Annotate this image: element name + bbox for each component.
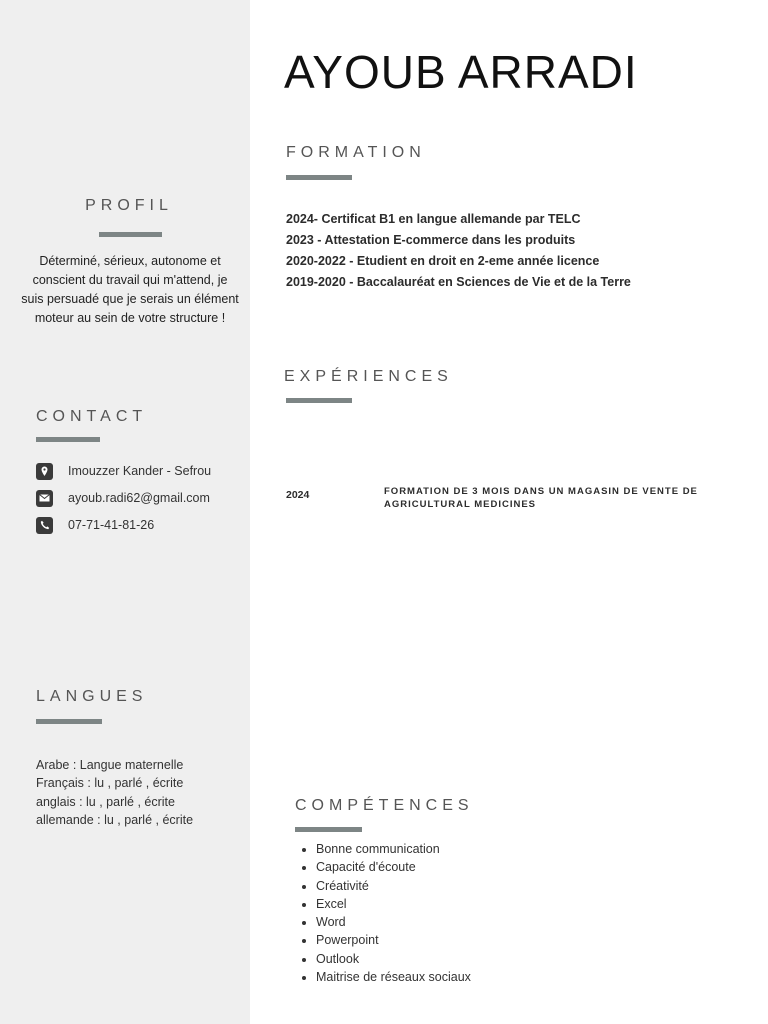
location-icon <box>36 463 53 480</box>
langue-item: allemande : lu , parlé , écrite <box>36 812 194 827</box>
competence-item: • Maitrise de réseaux sociaux <box>316 968 471 986</box>
experience-year: 2024 <box>286 489 310 501</box>
langue-item: anglais : lu , parlé , écrite <box>36 794 175 809</box>
profil-divider <box>99 232 162 237</box>
formation-list <box>286 209 631 293</box>
langue-item: Arabe : Langue maternelle <box>36 758 184 772</box>
formation-item: 2019-2020 - Baccalauréat en Sciences de Vie et de la Terre <box>286 275 631 289</box>
email-icon <box>36 490 53 507</box>
contact-location-text: Imouzzer Kander - Sefrou <box>68 464 212 478</box>
competence-item: • Capacité d'écoute <box>316 858 471 876</box>
candidate-name: AYOUB ARRADI <box>284 46 638 98</box>
contact-email-text[interactable]: ayoub.radi62@gmail.com <box>68 491 210 505</box>
competence-item: • Outlook <box>316 950 471 968</box>
competences-list <box>300 840 471 986</box>
experience-description: FORMATION DE 3 MOIS DANS UN MAGASIN DE VENTE DE AGRICULTURAL MEDICINES <box>384 486 698 510</box>
profil-text: Déterminé, sérieux, autonome et conscient du travail qui m'attend, je suis persuadé que je serais un élément moteur au sein de votre structure ! <box>21 254 239 325</box>
contact-divider <box>36 437 100 442</box>
langues-divider <box>36 719 102 724</box>
formation-item: 2024- Certificat B1 en langue allemande par TELC <box>286 212 581 226</box>
formation-item: 2020-2022 - Etudient en droit en 2-eme année licence <box>286 254 600 268</box>
contact-phone-text: 07-71-41-81-26 <box>68 518 155 532</box>
contact-location <box>36 462 211 480</box>
formation-heading: FORMATION <box>286 144 426 161</box>
phone-icon <box>36 517 53 534</box>
competence-item: • Bonne communication <box>316 840 471 858</box>
competence-item: • Excel <box>316 895 471 913</box>
competences-divider <box>295 827 362 832</box>
langues-list <box>36 756 246 829</box>
formation-item: 2023 - Attestation E-commerce dans les produits <box>286 233 576 247</box>
profil-heading: PROFIL <box>85 197 173 214</box>
competence-item: • Powerpoint <box>316 931 471 949</box>
experiences-divider <box>286 398 352 403</box>
competence-item: • Word <box>316 913 471 931</box>
contact-heading: CONTACT <box>36 408 148 425</box>
competence-item: • Créativité <box>316 877 471 895</box>
contact-email[interactable] <box>36 489 210 507</box>
langues-heading: LANGUES <box>36 688 148 705</box>
langue-item: Français : lu , parlé , écrite <box>36 776 184 791</box>
contact-phone <box>36 516 154 534</box>
formation-divider <box>286 175 352 180</box>
sidebar <box>0 0 250 1024</box>
experiences-heading: EXPÉRIENCES <box>284 368 453 385</box>
competences-heading: COMPÉTENCES <box>295 797 474 814</box>
